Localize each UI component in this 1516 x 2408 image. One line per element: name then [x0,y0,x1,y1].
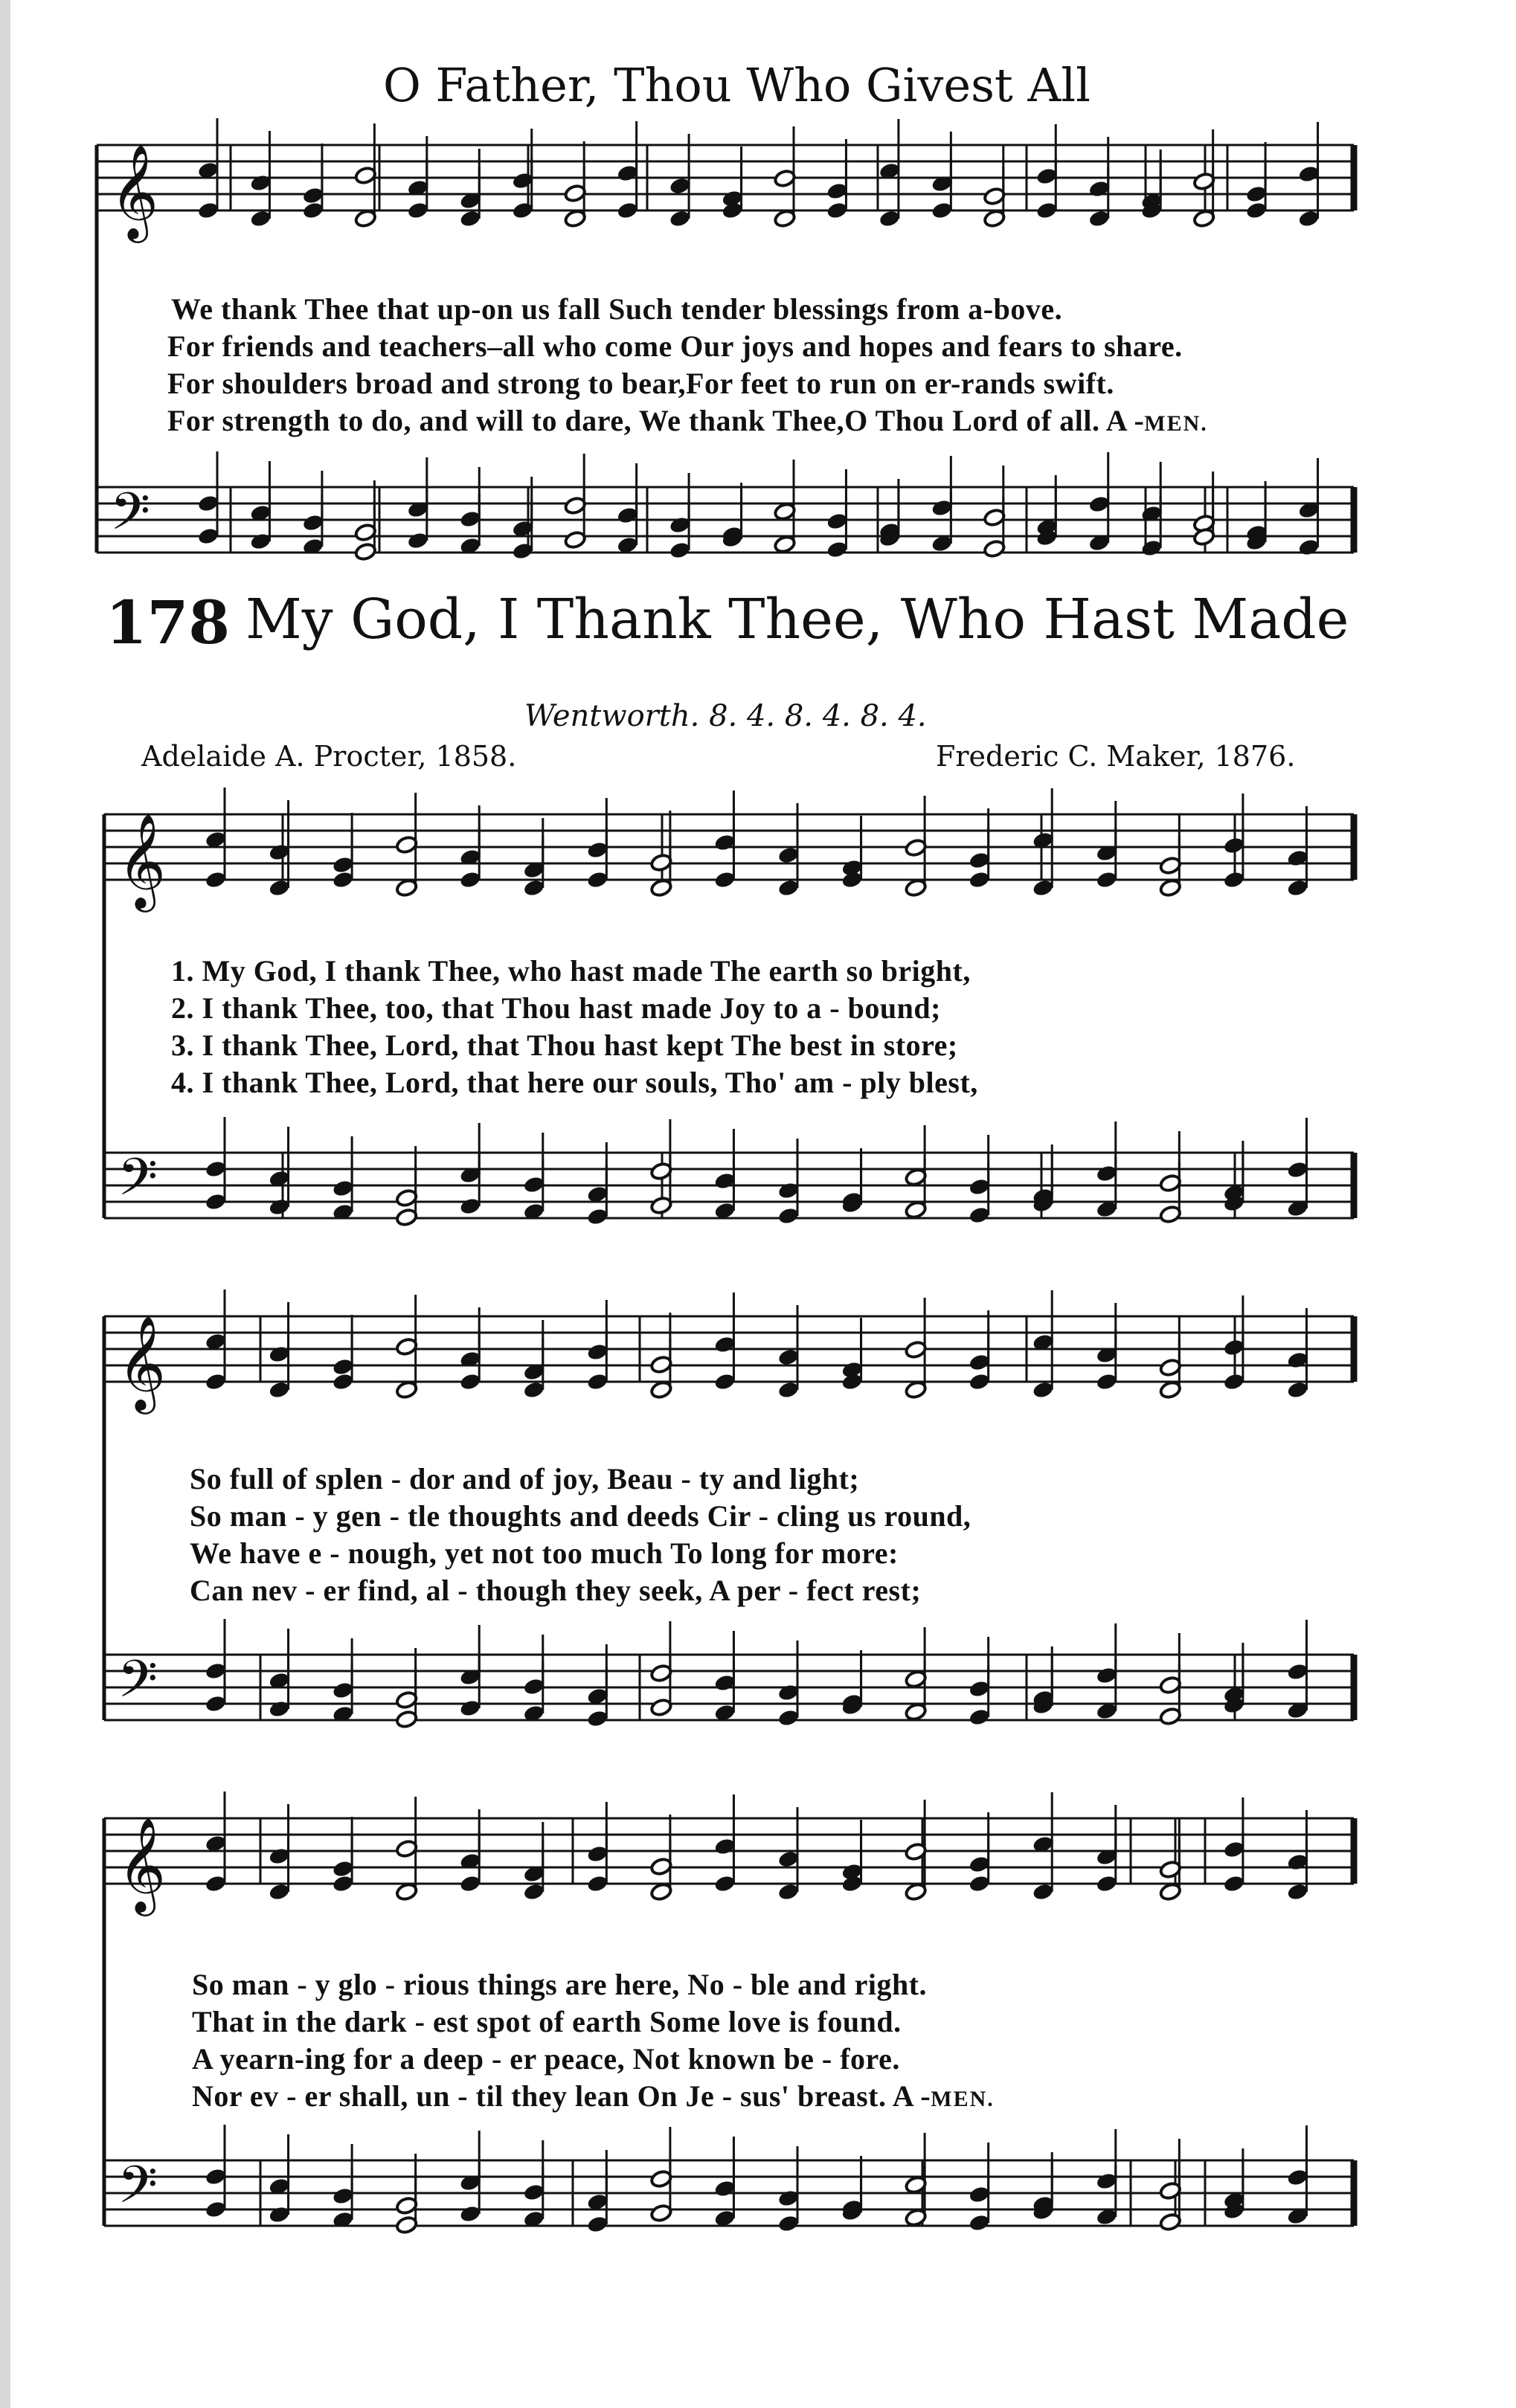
s1-lyric-line-4: 4. I thank Thee, Lord, that here our souls, Tho' am - ply blest, [171,1066,978,1099]
clef-symbol: 𝄢 [110,481,151,554]
s3-lyric-line-3: A yearn-ing for a deep - er peace, Not known be - fore. [192,2042,900,2076]
clef-symbol: 𝄞 [118,1817,167,1912]
clef-symbol: 𝄞 [118,1315,167,1410]
s1-lyric-line-1: 1. My God, I thank Thee, who hast made The earth so bright, [171,954,971,988]
clef-symbol: 𝄢 [118,1649,158,1722]
s3-lyric-line-4: Nor ev - er shall, un - til they lean On Je - sus' breast. A -MEN. [192,2079,995,2113]
s2-lyric-line-4: Can nev - er find, al - though they seek, A per - fect rest; [190,1574,922,1607]
s3-lyric-line-2: That in the dark - est spot of earth Some love is found. [192,2005,902,2038]
amen-text: MEN. [1144,411,1208,436]
hymn-number: 178 [106,587,230,657]
clef-symbol: 𝄢 [118,1147,158,1220]
s2-lyric-line-3: We have e - nough, yet not too much To long for more: [190,1536,899,1570]
clef-symbol: 𝄞 [118,813,167,908]
prev-lyric-line-4: For strength to do, and will to dare, We thank Thee,O Thou Lord of all. A -MEN. [167,404,1208,437]
prev-lyric-line-2: For friends and teachers–all who come Our joys and hopes and fears to share. [167,329,1183,363]
prev-lyric-line-1: We thank Thee that up-on us fall Such tender blessings from a-bove. [171,292,1063,326]
previous-hymn-title: O Father, Thou Who Givest All [383,58,1091,112]
tune-name: Wentworth. 8. 4. 8. 4. 8. 4. [524,699,927,733]
composer-credit: Frederic C. Maker, 1876. [936,740,1296,773]
s1-lyric-line-2: 2. I thank Thee, too, that Thou hast made Joy to a - bound; [171,991,941,1025]
s1-lyric-line-3: 3. I thank Thee, Lord, that Thou hast kept The best in store; [171,1028,958,1062]
clef-symbol: 𝄞 [110,144,159,239]
s2-lyric-line-1: So full of splen - dor and of joy, Beau - ty and light; [190,1462,860,1496]
hymn-title: My God, I Thank Thee, Who Hast Made [245,587,1349,651]
s2-lyric-line-2: So man - y gen - tle thoughts and deeds Cir - cling us round, [190,1499,971,1533]
amen-text: MEN. [931,2087,995,2111]
s3-lyric-line-1: So man - y glo - rious things are here, No - ble and right. [192,1968,928,2001]
prev-lyric-line-3: For shoulders broad and strong to bear,For feet to run on er-rands swift. [167,367,1114,400]
clef-symbol: 𝄢 [118,2154,158,2227]
author-credit: Adelaide A. Procter, 1858. [141,740,517,773]
